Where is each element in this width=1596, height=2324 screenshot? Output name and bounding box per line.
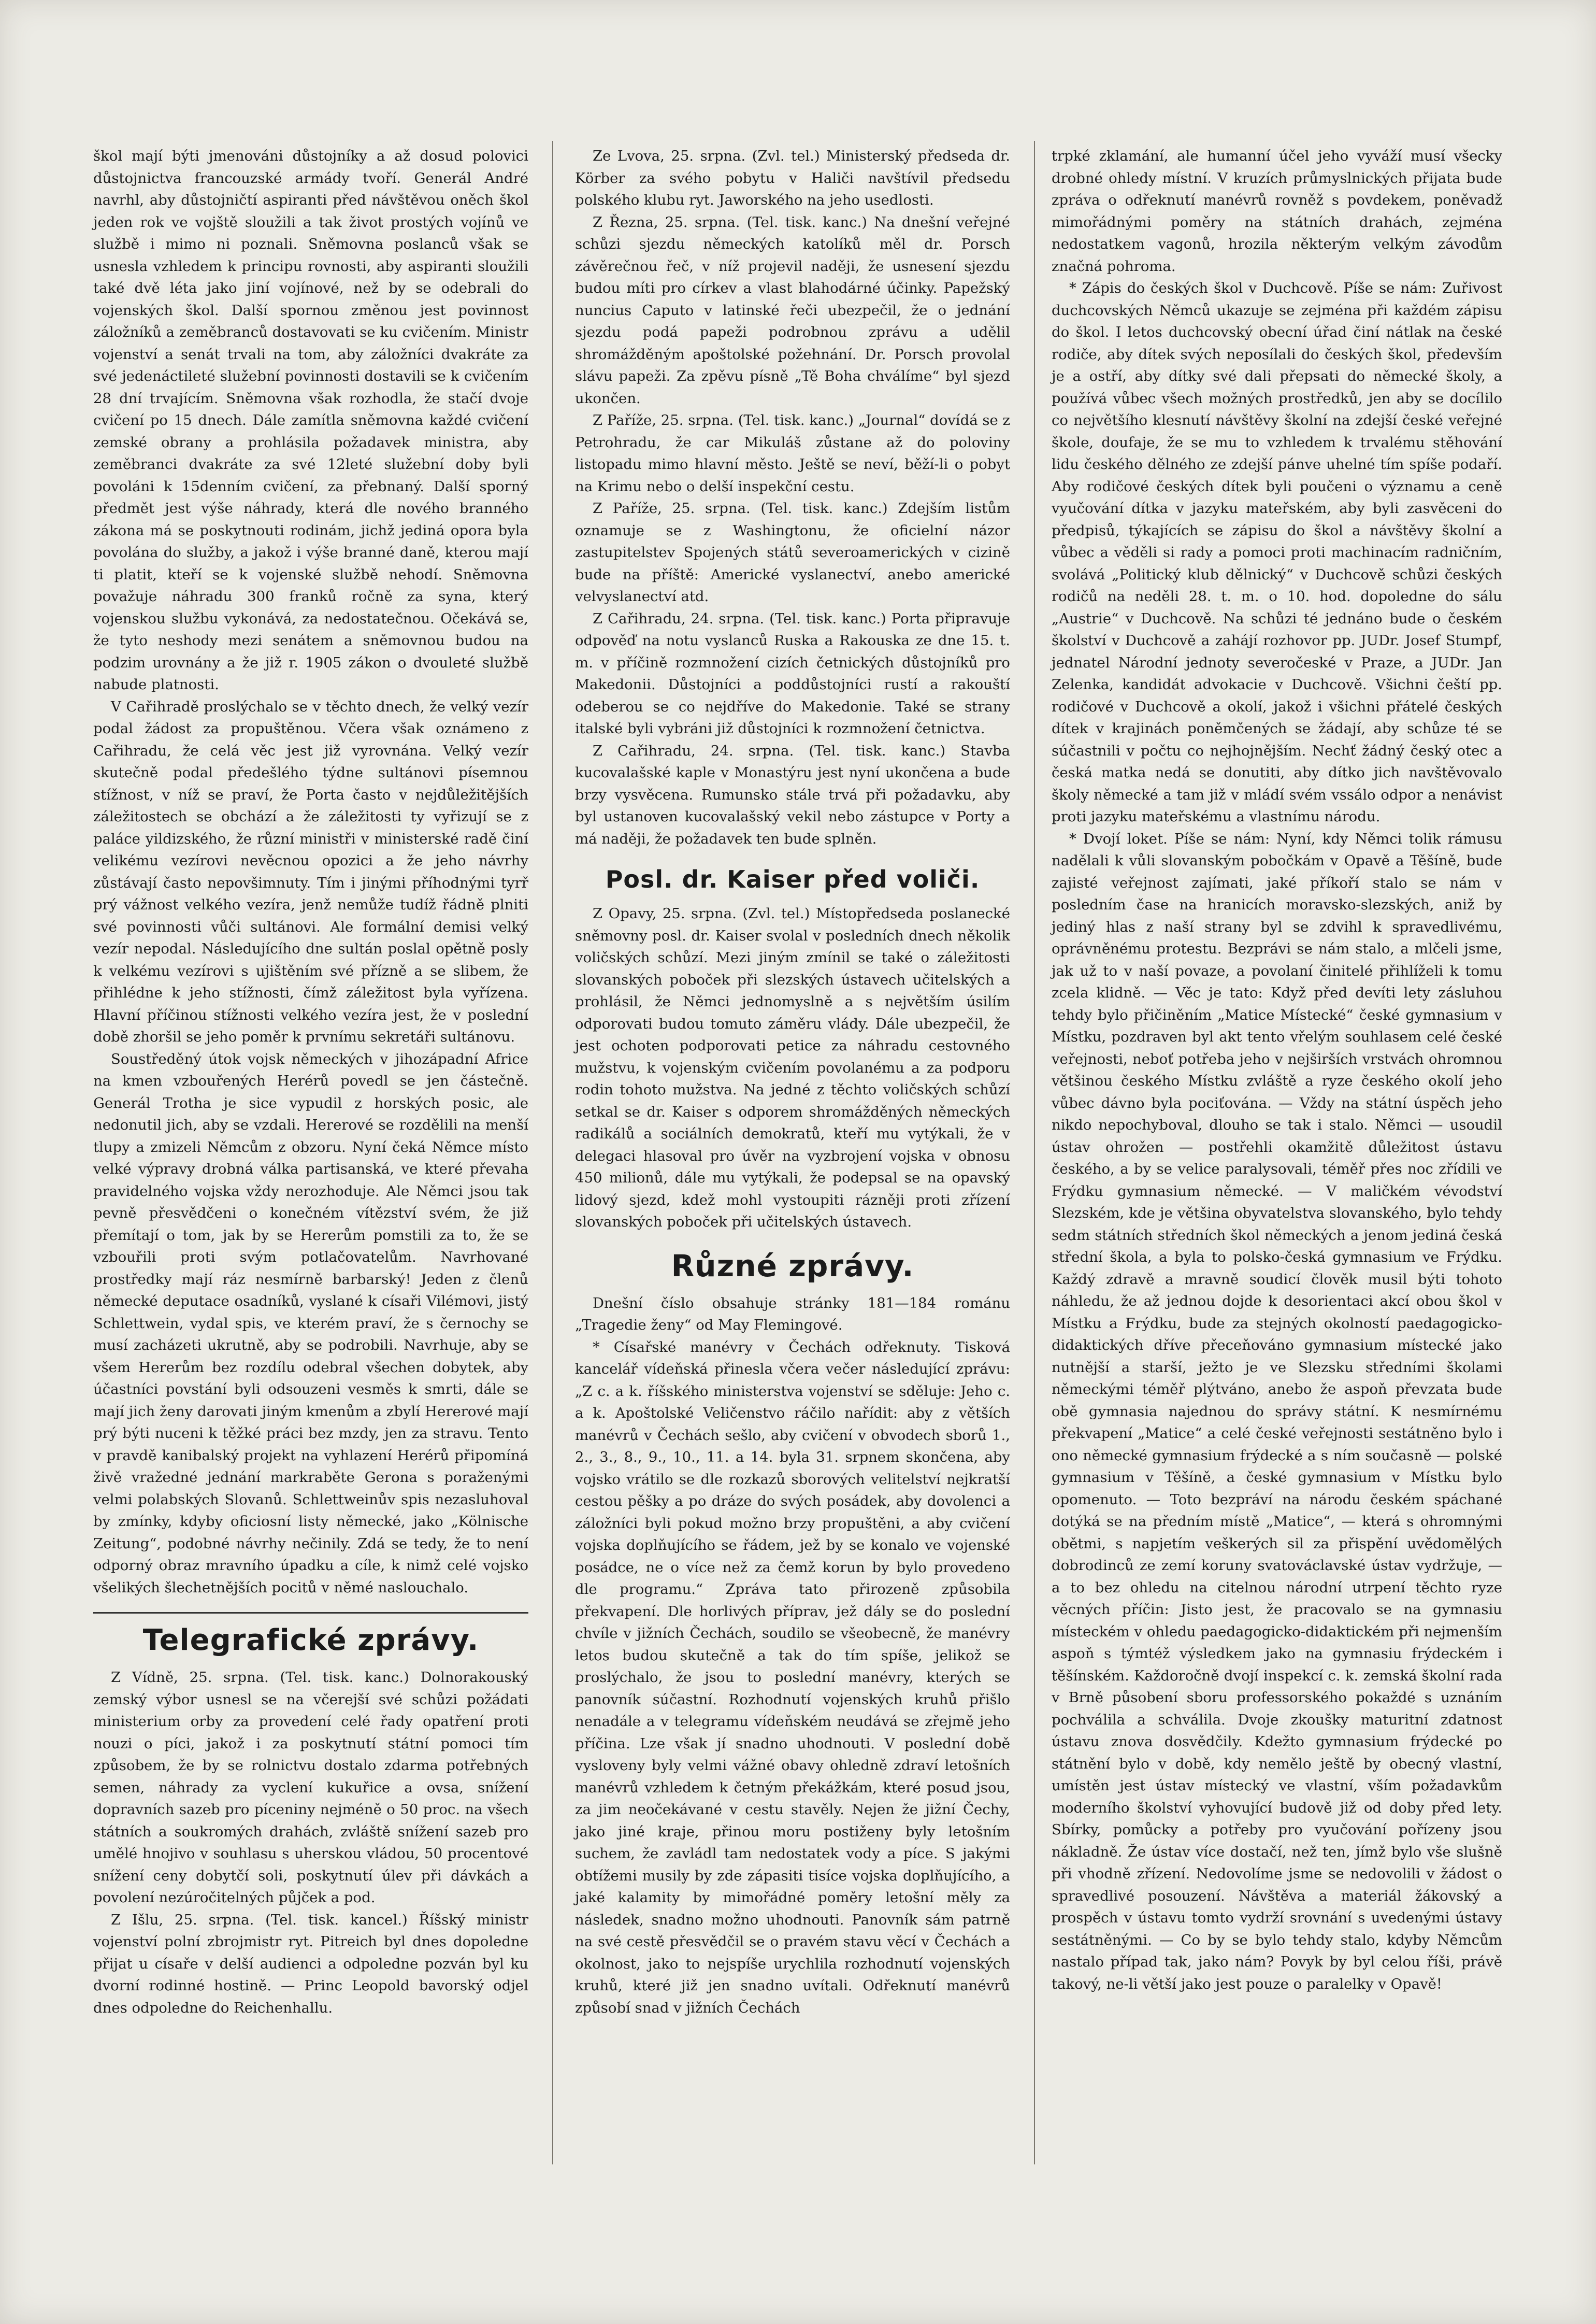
column-rule-1 — [552, 141, 553, 2164]
telegram-paragraph: Z Řezna, 25. srpna. (Tel. tisk. kanc.) Na dnešní veřejné schůzi sjezdu německých katolíků měl dr. Porsch závěrečnou řeč, v níž projevil naději, že usnesení sjezdu budou míti pro církev a vlast blahodárné účinky. Papežský nuncius Caputo v latinské řeči ubezpečil, že o jednání sjezdu podá papeži podrobnou zprávu a udělil shromážděným apoštolské požehnání. Dr. Porsch provolal slávu papeži. Za zpěvu písně „Tě Boha chválíme“ byl sjezd ukončen. — [575, 213, 1010, 407]
article-paragraph: Z Opavy, 25. srpna. (Zvl. tel.) Místopředseda poslanecké sněmovny posl. dr. Kaiser svolal v posledních dnech několik voličských schůzí. Mezi jiným zmínil se také o záležitosti slovanských poboček při slezských ústavech učitelských a prohlásil, že Němci jednomyslně a s největším úsilím odporovati budou tomuto záměru vlády. Dále ubezpečil, že jest ochoten podporovati petice za náhradu cestovného mužstvu, k vojenským cvičením povolanému a za podporu rodin tohoto mužstva. Na jedné z těchto voličských schůzí setkal se dr. Kaiser s odporem shromážděných německých radikálů a sociálních demokratů, kteří mu vytýkali, že v delegaci hlasoval pro úvěr na vyzbrojení vojska v obnosu 450 milionů, dále mu vytýkali, že podepsal se na opavský lidový sjezd, kdež mohl vystoupiti rázněji proti zřízení slovanských poboček při učitelských ústavech. — [575, 905, 1010, 1230]
telegram-paragraph: Z Cařihradu, 24. srpna. (Tel. tisk. kanc.) Porta připravuje odpověď na notu vyslanců Ruska a Rakouska ze dne 15. t. m. v příčině rozmnožení cizích četnických důstojníků pro Makedonii. Důstojníci a poddůstojníci rustí a rakouští odeberou se co nejdříve do Makedonie. Také se strany italské byli vybráni již důstojníci k rozmnožení četnictva. — [575, 610, 1010, 737]
article-paragraph: škol mají býti jmenováni důstojníky a až dosud polovici důstojnictva francouzské armády tvoří. Generál André navrhl, aby důstojničtí aspiranti před návštěvou oněch škol jeden rok ve vojště sloužili a tak život prostých vojínů ve službě i mimo ni poznali. Sněmovna poslanců však se usnesla vzhledem k principu rovnosti, aby aspiranti sloužili také dvě léta jako jiní vojínové, než by se odebrali do vojenských škol. Další spornou změnou jest povinnost záložníků a zeměbranců dostavovati se ku cvičením. Ministr vojenství a senát trvali na tom, aby záložníci dvakráte za své jedenáctileté služební povinnosti dostavili se k cvičením 28 dní trvajícím. Sněmovna však rozhodla, že stačí dvoje cvičení po 15 dnech. Dále zamítla sněmovna každé cvičení zemské obrany a prohlásila požadavek ministra, aby zeměbranci dvakráte za své 12leté služební doby byli povoláni k 15denním cvičení, za přebnaný. Další sporný předmět jest výše náhrady, která dle nového branného zákona má se poskytnouti rodinám, jichž jediná opora byla povolána do služby, a jakož i výše branné daně, kterou mají ti platit, kteří se k vojenské službě nehodí. Sněmovna považuje náhradu 300 franků ročně za syna, který vojenskou službu vykonává, za nedostatečnou. Očekává se, že tyto neshody mezi senátem a sněmovnou budou na podzim urovnány a že již r. 1905 zákon o dvouleté službě nabude platnosti. — [93, 148, 528, 693]
column-2 — [575, 145, 1010, 2019]
column-rule-2 — [1034, 141, 1035, 2164]
column-3 — [1052, 145, 1502, 1995]
telegram-paragraph: Ze Lvova, 25. srpna. (Zvl. tel.) Ministerský předseda dr. Körber za svého pobytu v Haliči navštívil předsedu polského klubu ryt. Jaworského na jeho usedlosti. — [575, 148, 1010, 208]
telegram-paragraph: Z Paříže, 25. srpna. (Tel. tisk. kanc.) Zdejším listům oznamuje se z Washingtonu, že oficielní názor zastupitelstev Spojených států severoamerických v cizině bude na příště: Americké vyslanectví, anebo americké velvyslanectví atd. — [575, 500, 1010, 605]
news-paragraph: trpké zklamání, ale humanní účel jeho vyváží musí všecky drobné ohledy místní. V kruzích průmyslnických přijata bude zpráva o odřeknutí manévrů rovněž s povdekem, poněvadž mimořádnými poměry na státních drahách, zejména nedostatkem vagonů, hrozila některým velkým závodům značná pohroma. — [1052, 148, 1502, 275]
news-paragraph: * Císařské manévry v Čechách odřeknuty. Tisková kancelář vídeňská přinesla včera večer následující zprávu: „Z c. a k. říšského ministerstva vojenství se sděluje: Jeho c. a k. Apoštolské Veličenstvo ráčilo nařídit: aby z větších manévrů v Čechách sešlo, aby cvičení v obvodech sborů 1., 2., 3., 8., 9., 10., 11. a 14. byla 31. srpnem skončena, aby vojsko vrátilo se dle rozkazů sborových velitelství nejkratší cestou pěšky a po dráze do svých posádek, aby dovolenci a záložníci byli pokud možno brzy propuštěni, a aby cvičení vojska doplňujícího se řádem, jež by se konalo ve vojenské posádce, ne o více než za čemž korun by bylo provedeno dle programu.“ Zpráva tato přirozeně způsobila překvapení. Dle horlivých příprav, jež dály se do poslední chvíle v jižních Čechách, soudilo se všeobecně, že manévry letos budou skutečně a tak do tím spíše, jelikož se proslýchalo, že jsou to poslední manévry, kterých se panovník súčastní. Rozhodnutí vojenských kruhů přišlo nenadále a v telegramu vídeňském neudává se zřejmě jeho příčina. Lze však jí snadno uhodnouti. V poslední době vysloveny byly velmi vážné obavy ohledně zdraví letošních manévrů vzhledem k četným překážkám, které posud jsou, za jim neočekávané v cestu stavěly. Nejen že jižní Čechy, jako jiné kraje, přinou moru postiženy byly letošním suchem, že zavládl tam nedostatek vody a píce. S jakými obtížemi musily by zde zápasiti tisíce vojska doplňujícího, a jaké kalamity by mimořádné poměry letošní měly za následek, snadno možno uhodnouti. Panovník sám patrně na své cestě přesvědčil se o pravém stavu věcí v Čechách a okolnost, jako to nejspíše urychlila rozhodnutí vojenských kruhů, které již jen snadno uvítali. Odřeknutí manévrů způsobí snad v jižních Čechách — [575, 1338, 1010, 2016]
telegram-paragraph: Z Vídně, 25. srpna. (Tel. tisk. kanc.) Dolnorakouský zemský výbor usnesl se na včerejší své schůzi požádati ministerium orby za provedení celé řady opatření proti nouzi o píci, jakož i za poskytnutí státní pomoci tím způsobem, že by se rolnictvu dostalo zdarma potřebných semen, náhrady za vyclení kukuřice a ovsa, snížení dopravních sazeb pro píceniny nejméně o 50 proc. na všech státních a soukromých drahách, zvláště snížení sazeb pro umělé hnojivo v souhlasu s uherskou vládou, 50 procentové snížení ceny dobytčí soli, poskytnutí úlev při dávkách a povolení nezúročitelných půjček a pod. — [93, 1669, 528, 1906]
section-heading-telegraficke: Telegrafické zprávy. — [93, 1612, 528, 1659]
telegram-paragraph: Z Paříže, 25. srpna. (Tel. tisk. kanc.) „Journal“ dovídá se z Petrohradu, že car Mikuláš zůstane až do poloviny listopadu mimo hlavní město. Ještě se neví, běží-li o pobyt na Krimu nebo o delší inspekční cestu. — [575, 412, 1010, 495]
telegram-paragraph: Z Išlu, 25. srpna. (Tel. tisk. kancel.) Říšský ministr vojenství polní zbrojmistr ryt. Pitreich byl dnes dopoledne přijat u císaře v delší audienci a odpoledne pozván byl ku dvorní rodinné hostině. — Princ Leopold bavorský odjel dnes odpoledne do Reichenhallu. — [93, 1911, 528, 2016]
section-heading-ruzne: Různé zprávy. — [671, 1248, 914, 1284]
notice-paragraph: Dnešní číslo obsahuje stránky 181—184 románu „Tragedie ženy“ od May Flemingové. — [575, 1294, 1010, 1333]
section-heading-kaiser: Posl. dr. Kaiser před voliči. — [605, 865, 980, 893]
article-paragraph: Soustředěný útok vojsk německých v jihozápadní Africe na kmen vzbouřených Herérů povedl se jen částečně. Generál Trotha je sice vypudil z horských posic, ale nedonutil jich, aby se vzdali. Hererové se rozdělili na menší tlupy a zmizeli Němcům z obzoru. Nyní čeká Němce místo velké výpravy drobná válka partisanská, ve které převaha pravidelného vojska vždy nerozhoduje. Ale Němci jsou tak pevně přesvědčeni o konečném vítězství svém, že již přemítají o tom, jak by se Hererům pomstili za to, že se vzbouřili proti svým potlačovatelům. Navrhované prostředky mají ráz nesmírně barbarský! Jeden z členů německé deputace osadníků, vyslané k císaři Vilémovi, jistý Schlettwein, vydal spis, ve kterém praví, že s černochy se musí zacházeti ukrutně, aby se podrobili. Navrhuje, aby se všem Hererům bez rozdílu odebral všechen dobytek, aby účastníci povstání byli odsouzeni vesměs k smrti, dále se mají jich ženy darovati jiným kmenům a zbylí Hererové mají prý býti nuceni k těžké práci bez mzdy, jen za stravu. Tento v pravdě kanibalský projekt na vyhlazení Herérů připomíná živě vražedné jednání markraběte Gerona s poraženými velmi polabských Slovanů. Schlettweinův spis nezasluhoval by zmínky, kdyby oficiosní listy německé, jako „Kölnische Zeitung“, podobné návrhy nečinily. Zdá se tedy, že to není odporný obraz mravního úpadku a cíle, k nimž celé vojsko všelikých šlechetnějších pocitů v němé naslouchalo. — [93, 1050, 528, 1596]
news-paragraph: * Zápis do českých škol v Duchcově. Píše se nám: Zuřivost duchcovských Němců ukazuje se zejména při každém zápisu do škol. I letos duchcovský obecní úřad činí nátlak na české rodiče, aby dítek svých neposílali do českých škol, především je a ostří, aby dítky své dali přepsati do německé školy, a používá vůbec všech možných prostředků, jen aby se docílilo co největšího klesnutí návštěvy školní na zdejší české veřejné škole, doufaje, že se mu to vzhledem k trvalému stěhování lidu českého dělného ze zdejší pánve uhelné tím spíše podaří. Aby rodičové českých dítek byli poučeni o významu a ceně vyučování dítka v jazyku mateřském, aby byli zasvěceni do předpisů, týkajících se zápisu do škol a návštěvy školní a vůbec a věděli si rady a pomoci proti machinacím radničním, svolává „Politický klub dělnický“ v Duchcově schůzi českých rodičů na neděli 28. t. m. o 10. hod. dopoledne do sálu „Austrie“ v Duchcově. Na schůzi té jednáno bude o českém školství v Duchcově a zahájí rozhovor pp. JUDr. Josef Stumpf, jednatel Národní jednoty severočeské v Praze, a JUDr. Jan Zelenka, kandidát advokacie v Duchcově. Všichni čeští pp. rodičové v Duchcově a okolí, jakož i všichni přátelé českých dítek v krajinách poněmčených se žádají, aby schůze té se súčastnili v počtu co nejhojnějším. Nechť žádný český otec a česká matka nedá se donutiti, aby dítko jich navštěvovalo školy německé a tam již v mládí svém vssálo odpor a nenávist proti jazyku mateřskému a vlastnímu národu. — [1052, 280, 1502, 825]
article-paragraph: V Cařihradě proslýchalo se v těchto dnech, že velký vezír podal žádost za propuštěnou. Včera však oznámeno z Cařihradu, že celá věc jest již vyrovnána. Velký vezír skutečně podal předešlého týdne sultánovi písemnou stížnost, v níž se praví, že Porta často v nejdůležitějších záležitostech se obchází a že záležitosti ty vyřizují se z paláce yildizského, že různí ministři v ministerské radě činí velikému vezírovi nevěcnou opozici a že jeho návrhy zůstávají často nepovšimnuty. Tím i jinými příhodnými tyrř prý vážnost velkého vezíra, jenž nemůže tudíž řádně plniti své povinnosti vůči sultánovi. Ale formální demisi velký vezír nepodal. Následujícího dne sultán poslal opětně posly k velkému vezírovi s ujištěním své přízně a se slibem, že přihlédne k jeho stížnosti, čímž záležitost byla vyřízena. Hlavní příčinou stížnosti velkého vezíra jest, že v poslední době zhoršil se jeho poměr k prvnímu sekretáři sultánovu. — [93, 698, 528, 1045]
news-paragraph: * Dvojí loket. Píše se nám: Nyní, kdy Němci tolik rámusu nadělali k vůli slovanským pobočkám v Opavě a Těšíně, bude zajisté veřejnost zajímati, jaké příkoří stalo se nám v posledním čase na hranicích moravsko-slezských, aniž by jediný hlas z naší strany byl se zdvihl k spravedlivému, oprávněnému protestu. Bezprávi se nám stalo, a mlčeli jsme, jak už to v naší povaze, a povolaní činitelé přihlíželi k tomu zcela klidně. — Věc je tato: Když před devíti lety zásluhou tehdy bylo přičiněním „Matice Místecké“ české gymnasium v Místku, pozdraven byl akt tento vřelým souhlasem celé české veřejnosti, neboť potřeba jeho v nejširších vrstvách ohromnou většinou českého Místku zvláště a ryze českého okolí jeho vůbec dávno byla pociťována. — Vždy na státní úspěch jeho nikdo nepochyboval, dlouho se tak i stalo. Němci — usoudil ústav ohrožen — postřehli okamžitě důležitost ústavu českého, a by se velice paralysovali, téměř přes noc zřídili ve Frýdku gymnasium německé. — V maličkém vévodství Slezském, kde je většina obyvatelstva slovanského, bylo tehdy sedm státních středních škol německých a jenom jediná česká střední škola, a byla to polsko-česká gymnasium ve Frýdku. Každý zdravě a mravně soudicí člověk musil býti tohoto náhledu, že až jednou dojde k desorientaci akcí obou škol v Místku a Frýdku, bude za stejných okolností paedagogicko-didaktických dříve přeceňováno gymnasium místecké jako nutnější a starší, ježto je ve Slezsku středními školami německými téměř plýtváno, anebo že aspoň převzata bude obě gymnasia najednou do správy státní. K nesmírnému překvapení „Matice“ a celé české veřejnosti sestátněno bylo i ono německé gymnasium frýdecké a s ním současně — polské gymnasium v Těšíně, a české gymnasium v Místku bylo opomenuto. — Toto bezpráví na národu českém spáchané dotýká se na předním místě „Matice“, — která s ohromnými obětmi, s napjetím veškerých sil za přispění uvědomělých dobrodinců ze zemí koruny svatováclavské ústav vydržuje, — a to bez ohledu na citelnou národní utrpení těchto ryze věcných příčin: Jisto jest, že pracovalo se na gymnasiu místeckém v ohledu paedagogicko-didaktickém při nejmenším aspoň s týmtéž výsledkem jako na gymnasiu frýdeckém i těšínském. Každoročně dvojí inspekcí c. k. zemská školní rada v Brně působení sboru professorského pokaždé s uznáním pochválila a schválila. Dvoje zkoušky maturitní zdatnost ústavu znova dosvědčily. Kdežto gymnasium frýdecké po státnění bylo v době, kdy nemělo ještě by obecný vlastní, umístěn jest ústav místecký ve vlastní, vším požadavkům moderního školství vyhovující budově již od doby před lety. Sbírky, pomůcky a potřeby pro vyučování pořízeny jsou nákladně. Že ústav více dostačí, než ten, jímž bylo vše slušně při vhodně zřízení. Nedovolíme jsme se nedovolili v žádost o spravedlivé posouzení. Návštěva a materiál žákovský a prospěch v ústavu tomto vydrží srovnání s uvedenými ústavy sestátněnými. — Co by se bylo tehdy stalo, kdyby Němcům nastalo případ tak, jako nám? Povyk by byl celou říši, právě takový, ne-li větší jako jest pouze o paralelky v Opavě! — [1052, 830, 1502, 1992]
column-1 — [93, 145, 528, 2019]
telegram-paragraph: Z Cařihradu, 24. srpna. (Tel. tisk. kanc.) Stavba kucovalašské kaple v Monastýru jest nyní ukončena a bude brzy vysvěcena. Rumunsko stále trvá při požadavku, aby byl ustanoven kucovalašský vekil nebo zástupce v Porty a má naději, že požadavek ten bude splněn. — [575, 742, 1010, 847]
